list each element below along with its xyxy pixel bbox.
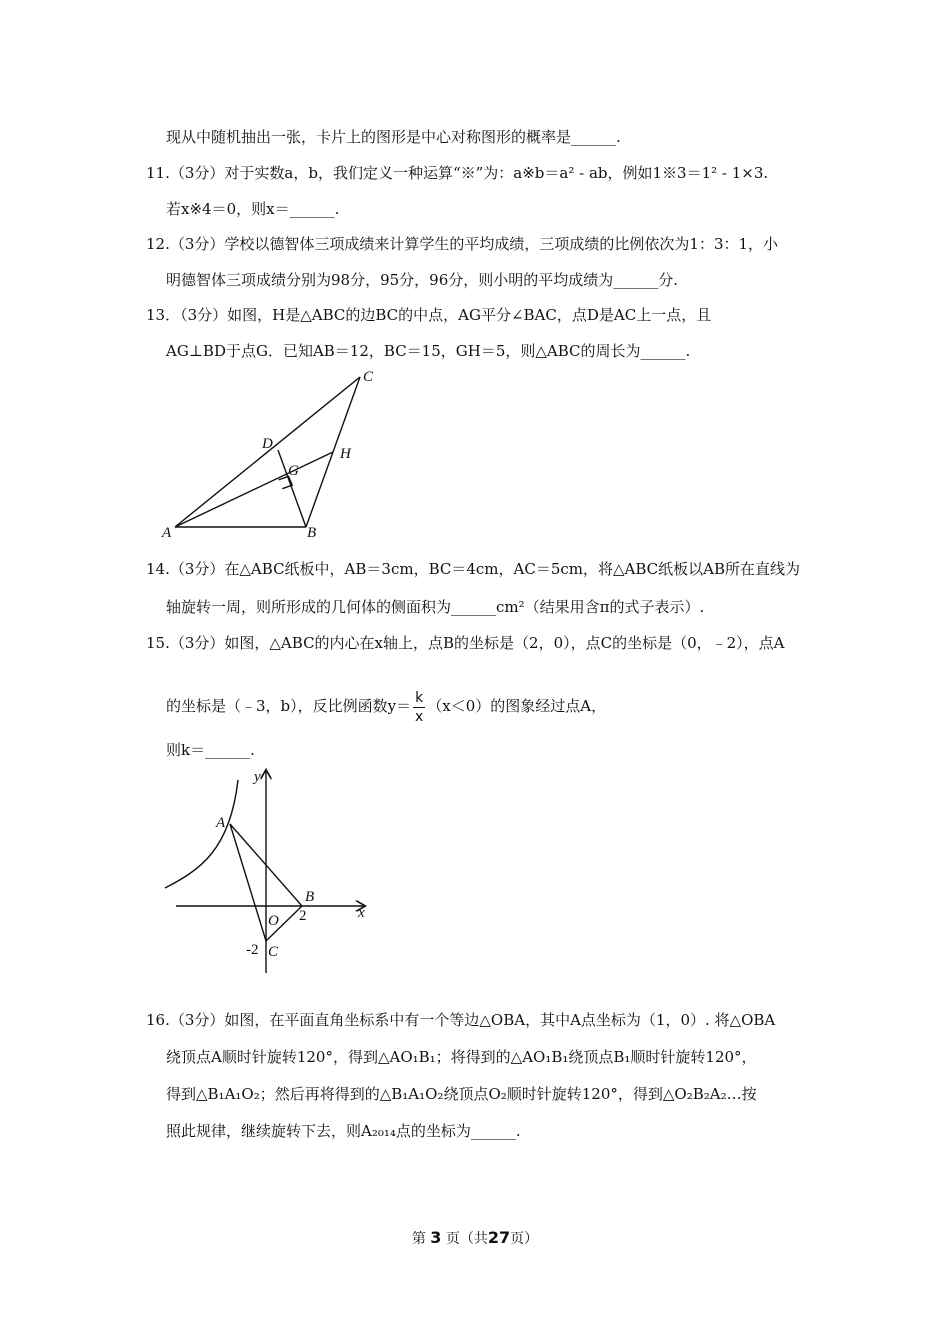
label-A: A bbox=[162, 525, 172, 541]
q15-line3: 则k＝______. bbox=[166, 741, 255, 759]
label-C: C bbox=[268, 944, 279, 960]
q16-line1: 16.（3分）如图，在平面直角坐标系中有一个等边△OBA，其中A点坐标为（1，0）. 将△OBA bbox=[146, 1011, 776, 1029]
footer-total-pages: 27 bbox=[487, 1228, 511, 1247]
footer-page-number: 3 bbox=[430, 1228, 442, 1247]
label-O: O bbox=[268, 913, 279, 929]
label-neg2: -2 bbox=[246, 942, 259, 958]
q15-fraction bbox=[413, 689, 425, 726]
fraction-denominator: x bbox=[415, 708, 424, 725]
label-C: C bbox=[363, 369, 374, 385]
q15-line2-post: （x＜0）的图象经过点A， bbox=[427, 697, 607, 715]
label-D: D bbox=[262, 436, 273, 452]
footer-post: 页） bbox=[510, 1231, 539, 1247]
q13-line1: 13．（3分）如图，H是△ABC的边BC的中点，AG平分∠BAC，点D是AC上一点，且 bbox=[146, 306, 712, 324]
label-x: x bbox=[358, 905, 365, 921]
q16-line3: 得到△B₁A₁O₂；然后再将得到的△B₁A₁O₂绕顶点O₂顺时针旋转120°，得到△O₂B₂A₂…按 bbox=[166, 1085, 757, 1103]
page-footer bbox=[0, 1228, 950, 1248]
q12-line1: 12.（3分）学校以德智体三项成绩来计算学生的平均成绩，三项成绩的比例依次为1：3：1，小 bbox=[146, 235, 779, 253]
q15-line2-pre: 的坐标是（﹣3，b），反比例函数y＝ bbox=[166, 697, 412, 715]
q15-line2 bbox=[166, 686, 606, 726]
footer-mid: 页（共 bbox=[445, 1231, 488, 1247]
label-A: A bbox=[216, 815, 226, 831]
label-B: B bbox=[305, 889, 315, 905]
q14-line1: 14.（3分）在△ABC纸板中，AB＝3cm，BC＝4cm，AC＝5cm，将△ABC纸板以AB所在直线为 bbox=[146, 560, 800, 578]
q11-line2: 若x※4＝0，则x＝______. bbox=[166, 200, 340, 218]
q11-line1: 11.（3分）对于实数a，b，我们定义一种运算“※”为：a※b＝a² - ab，例如1※3＝1² - 1×3. bbox=[146, 164, 769, 182]
label-H: H bbox=[340, 446, 351, 462]
q15-line1: 15.（3分）如图，△ABC的内心在x轴上，点B的坐标是（2，0），点C的坐标是（0，﹣2），点A bbox=[146, 634, 785, 652]
fraction-numerator: k bbox=[415, 689, 424, 706]
q15-coordinate-figure bbox=[160, 765, 380, 980]
q12-line2: 明德智体三项成绩分别为98分，95分，96分，则小明的平均成绩为______分. bbox=[166, 271, 679, 289]
label-B: B bbox=[307, 525, 317, 541]
label-G: G bbox=[288, 463, 299, 479]
label-2: 2 bbox=[299, 908, 307, 924]
label-y: y bbox=[254, 769, 261, 785]
footer-pre: 第 bbox=[411, 1231, 426, 1247]
q16-line2: 绕顶点A顺时针旋转120°，得到△AO₁B₁；将得到的△AO₁B₁绕顶点B₁顺时针旋转120°， bbox=[166, 1048, 757, 1066]
q16-line4: 照此规律，继续旋转下去，则A₂₀₁₄点的坐标为______. bbox=[166, 1122, 521, 1140]
q13-triangle-figure bbox=[160, 365, 390, 545]
q14-line2: 轴旋转一周，则所形成的几何体的侧面积为______cm²（结果用含π的式子表示）. bbox=[166, 598, 705, 616]
q13-line2: AG⊥BD于点G．已知AB＝12，BC＝15，GH＝5，则△ABC的周长为______. bbox=[166, 342, 691, 360]
q10-tail: 现从中随机抽出一张，卡片上的图形是中心对称图形的概率是______. bbox=[166, 128, 621, 146]
